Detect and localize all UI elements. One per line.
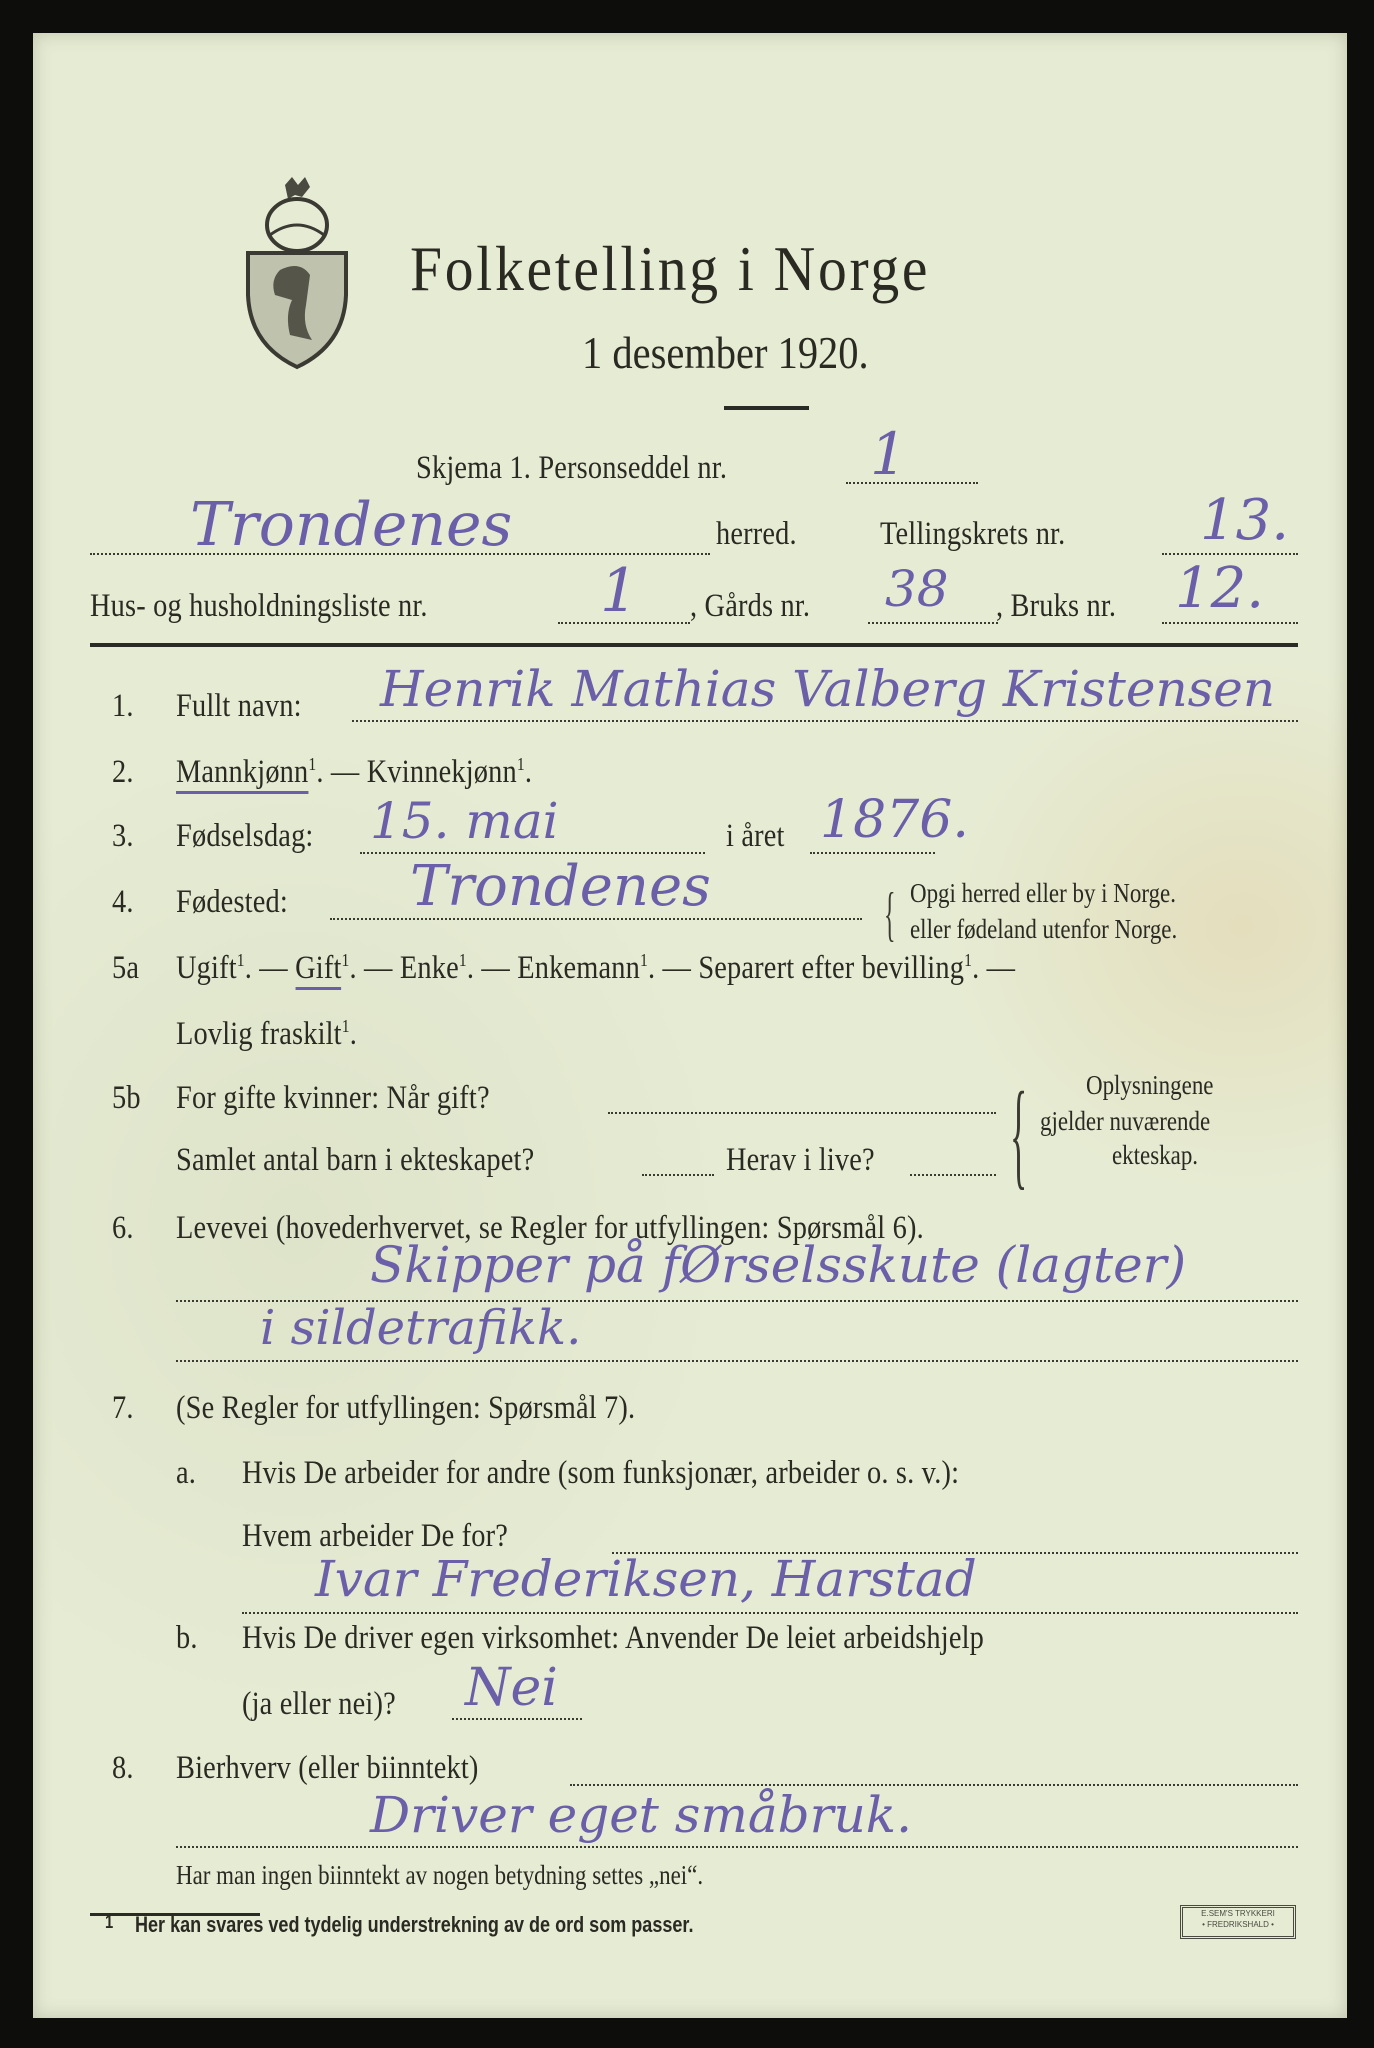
q7-number: 7. [112,1390,134,1426]
q3-birthdate-value[interactable]: 15. mai [370,792,559,850]
q7-label: (Se Regler for utfyllingen: Spørsmål 7). [176,1390,636,1426]
q2-option-female[interactable]: Kvinnekjønn [366,754,517,790]
gards-field-line [868,622,998,624]
tellingskrets-label: Tellingskrets nr. [880,516,1066,552]
census-date: 1 desember 1920. [582,327,869,378]
q5b-brace: { [1010,1067,1028,1200]
q3-number: 3. [112,818,134,854]
q5a-option-enke[interactable]: Enke [399,950,459,986]
herred-label: herred. [716,516,797,552]
q1-label: Fullt navn: [176,688,302,724]
q7b-hired-help-value[interactable]: Nei [465,1658,558,1718]
q7b-letter: b. [176,1620,198,1656]
q1-field-line [352,720,1298,722]
q7b-label2: (ja eller nei)? [242,1686,396,1722]
q5a-option-lovlig-fraskilt-row: Lovlig fraskilt$^1$. [176,1016,357,1052]
q8-field-line2 [176,1846,1298,1848]
q3-year-value[interactable]: 1876. [820,790,969,850]
q4-birthplace-value[interactable]: Trondenes [410,854,711,919]
q8-note: Har man ingen biinntekt av nogen betydning settes „nei“. [176,1860,704,1890]
q7a-letter: a. [176,1455,197,1491]
q5a-option-ugift[interactable]: Ugift [176,950,237,986]
q6-label: Levevei (hovederhvervet, se Regler for utfyllingen: Spørsmål 6). [176,1210,924,1246]
q5b-label3: Herav i live? [726,1142,875,1178]
q7b-field-line [452,1718,582,1720]
q5a-option-lovlig-fraskilt[interactable]: Lovlig fraskilt [176,1016,342,1052]
q5b-alive-field-line [910,1174,996,1176]
q4-brace: { [884,881,896,947]
q5b-label1: For gifte kvinner: Når gift? [176,1080,490,1116]
q7a-field-line2 [242,1612,1298,1614]
schema-field-line [846,482,978,484]
title-divider [724,406,809,410]
form-title: Folketelling i Norge [410,233,931,304]
q5a-option-separert[interactable]: Separert efter bevilling [698,950,965,986]
bruks-field-line [1162,622,1298,624]
q5b-note-line2: gjelder nuværende [1040,1106,1211,1136]
q5a-number: 5a [112,950,140,986]
q5b-number: 5b [112,1080,141,1116]
q7a-label: Hvis De arbeider for andre (som funksjonær, arbeider o. s. v.): [242,1455,960,1491]
q2-options: Mannkjønn$^1$. — Kvinnekjønn$^1$. [176,754,532,791]
q7a-label2: Hvem arbeider De for? [242,1518,508,1554]
herred-value[interactable]: Trondenes [190,490,513,560]
q8-number: 8. [112,1750,134,1786]
q8-label: Bierhverv (eller biinntekt) [176,1750,479,1786]
q8-side-income-value[interactable]: Driver eget småbruk. [370,1786,912,1844]
footnote-text: Her kan svares ved tydelig understrekning av de ord som passer. [135,1912,694,1937]
gards-value[interactable]: 38 [885,560,949,618]
q2-option-male[interactable]: Mannkjønn [176,754,308,794]
q4-note-line2: eller fødeland utenfor Norge. [910,914,1178,944]
schema-label: Skjema 1. Personseddel nr. [416,450,728,486]
q2-number: 2. [112,754,134,790]
husliste-label: Hus- og husholdningsliste nr. [90,588,428,624]
gards-label: , Gårds nr. [690,588,811,624]
q4-number: 4. [112,884,134,920]
q5a-option-gift[interactable]: Gift [295,950,341,990]
q6-field-line2 [176,1360,1298,1362]
q5b-label2: Samlet antal barn i ekteskapet? [176,1142,535,1178]
bruks-label: , Bruks nr. [996,588,1117,624]
q1-number: 1. [112,688,134,724]
q3-year-label: i året [726,818,785,854]
q6-number: 6. [112,1210,134,1246]
q6-occupation-value-line1[interactable]: Skipper på fØrselsskute (lagter) [370,1236,1187,1294]
tellingskrets-field-line [1162,553,1298,555]
q4-label: Fødested: [176,884,288,920]
q7a-employer-value[interactable]: Ivar Frederiksen, Harstad [315,1550,977,1608]
q4-note-line1: Opgi herred eller by i Norge. [910,878,1176,908]
norwegian-coat-of-arms-icon [240,175,355,370]
bruks-value[interactable]: 12. [1175,556,1265,621]
q6-occupation-value-line2[interactable]: i sildetrafikk. [260,1300,582,1356]
q5a-option-enkemann[interactable]: Enkemann [517,950,640,986]
q1-full-name-value[interactable]: Henrik Mathias Valberg Kristensen [380,660,1276,718]
tellingskrets-value[interactable]: 13. [1200,488,1290,553]
husliste-value[interactable]: 1 [600,556,639,626]
printer-stamp: E.SEM'S TRYKKERI • FREDRIKSHALD • [1180,1905,1296,1939]
q5b-when-married-field-line [608,1112,996,1114]
footnote-mark: 1 [105,1912,114,1932]
q3-label: Fødselsdag: [176,818,314,854]
q5b-note-line1: Oplysningene [1086,1070,1214,1100]
header-divider [90,643,1298,647]
q5b-children-field-line [642,1174,714,1176]
q5b-note-line3: ekteskap. [1112,1140,1199,1170]
q3-year-field-line [810,852,935,854]
q7b-label: Hvis De driver egen virksomhet: Anvender De leiet arbeidshjelp [242,1620,985,1656]
q5a-options: Ugift$^1$. — Gift$^1$. — Enke$^1$. — Enkemann$^1$. — Separert efter bevilling$^1$. — [176,950,1015,987]
schema-value[interactable]: 1 [870,420,907,488]
